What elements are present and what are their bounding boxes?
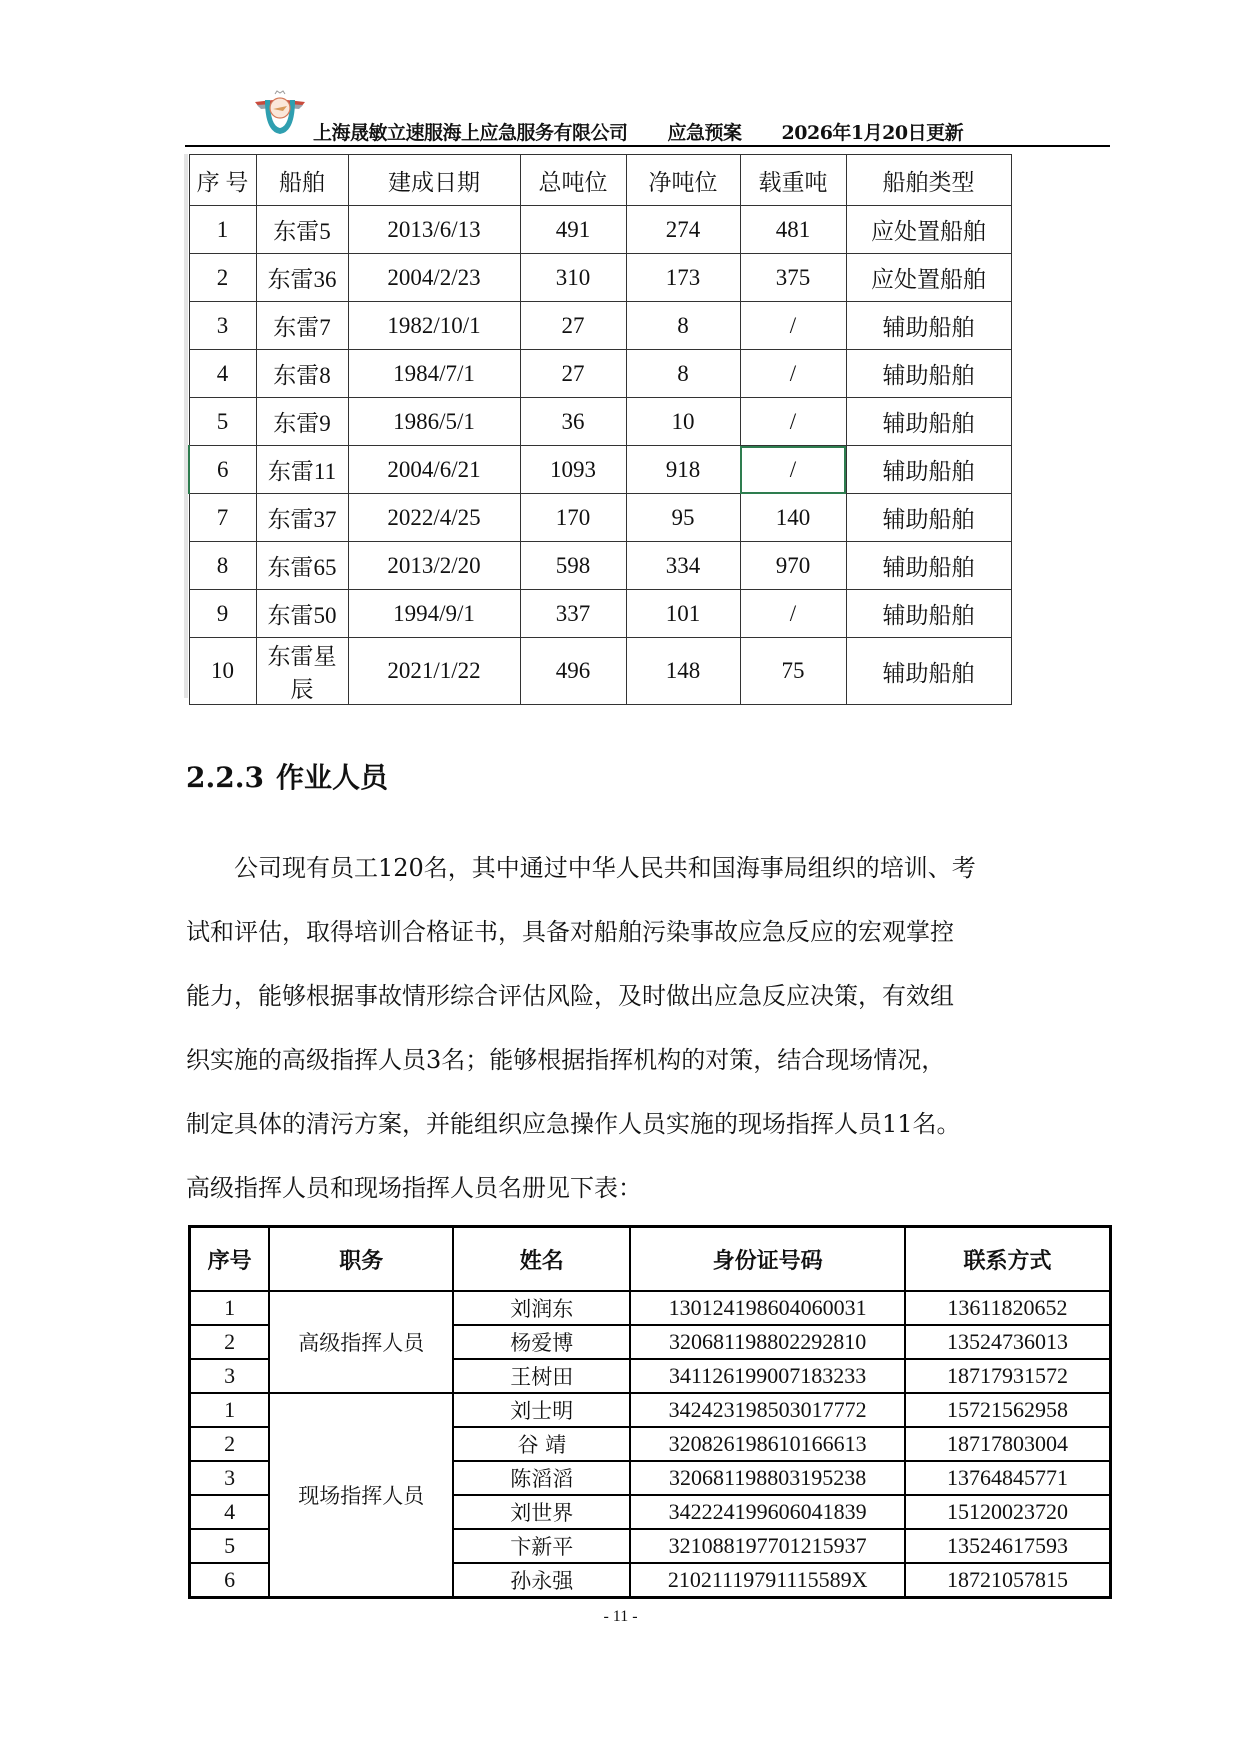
vessel-cell[interactable]: 95 <box>626 494 740 542</box>
vessel-cell[interactable]: 36 <box>520 398 626 446</box>
vessel-cell[interactable]: 310 <box>520 254 626 302</box>
vessel-cell[interactable]: 27 <box>520 350 626 398</box>
staff-row <box>190 1291 1111 1325</box>
staff-no: 5 <box>190 1529 270 1563</box>
vessel-cell[interactable]: 173 <box>626 254 740 302</box>
vessel-cell[interactable]: / <box>740 590 846 638</box>
vessel-row <box>189 638 1011 705</box>
vessel-cell[interactable]: 170 <box>520 494 626 542</box>
vessel-row <box>189 494 1011 542</box>
staff-name: 刘润东 <box>453 1291 630 1325</box>
staff-name: 卞新平 <box>453 1529 630 1563</box>
vessel-cell[interactable]: 辅助船舶 <box>846 542 1011 590</box>
staff-name: 刘世界 <box>453 1495 630 1529</box>
vessel-cell[interactable]: 10 <box>626 398 740 446</box>
vessel-cell[interactable]: 5 <box>189 398 256 446</box>
staff-no: 3 <box>190 1359 270 1393</box>
vessel-cell[interactable]: 东雷7 <box>256 302 348 350</box>
vessel-cell[interactable]: / <box>740 302 846 350</box>
section-title: 作业人员 <box>275 761 388 794</box>
section-heading <box>186 756 388 796</box>
staff-phone: 13524736013 <box>905 1325 1111 1359</box>
vessel-cell[interactable]: 970 <box>740 542 846 590</box>
staff-no: 1 <box>190 1291 270 1325</box>
vessel-cell[interactable]: 东雷50 <box>256 590 348 638</box>
staff-role: 高级指挥人员 <box>269 1291 453 1393</box>
vessel-row <box>189 206 1011 254</box>
vessel-cell[interactable]: 491 <box>520 206 626 254</box>
vessel-cell[interactable]: 75 <box>740 638 846 705</box>
vessel-cell[interactable]: 918 <box>626 446 740 494</box>
vessel-row <box>189 542 1011 590</box>
vessel-row <box>189 398 1011 446</box>
vessel-cell[interactable]: 应处置船舶 <box>846 254 1011 302</box>
staff-id-number: 342224199606041839 <box>630 1495 905 1529</box>
vessel-cell[interactable]: 101 <box>626 590 740 638</box>
column-header: 载重吨 <box>740 155 846 206</box>
vessel-cell[interactable]: 东雷37 <box>256 494 348 542</box>
vessel-cell[interactable]: 东雷星辰 <box>256 638 348 705</box>
staff-id-number: 21021119791115589X <box>630 1563 905 1598</box>
company-emblem-icon <box>253 88 307 136</box>
vessel-cell[interactable]: 东雷9 <box>256 398 348 446</box>
vessel-cell[interactable]: 8 <box>626 350 740 398</box>
vessel-cell[interactable]: 辅助船舶 <box>846 494 1011 542</box>
vessel-cell[interactable]: 1984/7/1 <box>348 350 520 398</box>
staff-table-header <box>190 1227 1111 1292</box>
header-doc-type: 应急预案 <box>667 122 742 144</box>
staff-phone: 15120023720 <box>905 1495 1111 1529</box>
vessel-table <box>188 154 1012 705</box>
staff-name: 谷 靖 <box>453 1427 630 1461</box>
staff-table <box>188 1225 1112 1599</box>
vessel-cell[interactable]: 274 <box>626 206 740 254</box>
staff-name: 孙永强 <box>453 1563 630 1598</box>
staff-phone: 18717803004 <box>905 1427 1111 1461</box>
body-paragraph <box>186 836 1116 1220</box>
vessel-cell[interactable]: 东雷65 <box>256 542 348 590</box>
vessel-row <box>189 446 1011 494</box>
vessel-cell[interactable]: 140 <box>740 494 846 542</box>
vessel-cell[interactable]: 375 <box>740 254 846 302</box>
vessel-cell[interactable]: 2022/4/25 <box>348 494 520 542</box>
vessel-cell[interactable]: 8 <box>626 302 740 350</box>
vessel-cell[interactable]: 辅助船舶 <box>846 590 1011 638</box>
paragraph-line: 制定具体的清污方案，并能组织应急操作人员实施的现场指挥人员11名。 <box>186 1110 961 1138</box>
vessel-cell[interactable]: 东雷11 <box>256 446 348 494</box>
vessel-cell[interactable]: 4 <box>189 350 256 398</box>
staff-id-number: 320826198610166613 <box>630 1427 905 1461</box>
vessel-cell[interactable]: 1994/9/1 <box>348 590 520 638</box>
staff-name: 刘士明 <box>453 1393 630 1427</box>
column-header: 联系方式 <box>905 1227 1111 1292</box>
vessel-cell[interactable]: 东雷36 <box>256 254 348 302</box>
column-header: 船舶 <box>256 155 348 206</box>
paragraph-line: 能力，能够根据事故情形综合评估风险，及时做出应急反应决策，有效组 <box>186 982 954 1010</box>
vessel-cell[interactable]: 496 <box>520 638 626 705</box>
vessel-cell[interactable]: 481 <box>740 206 846 254</box>
staff-name: 杨爱博 <box>453 1325 630 1359</box>
staff-phone: 15721562958 <box>905 1393 1111 1427</box>
vessel-row <box>189 302 1011 350</box>
paragraph-line: 试和评估，取得培训合格证书，具备对船舶污染事故应急反应的宏观掌控 <box>186 918 954 946</box>
staff-phone: 18717931572 <box>905 1359 1111 1393</box>
selected-cell[interactable]: / <box>740 446 846 494</box>
vessel-cell[interactable]: 1 <box>189 206 256 254</box>
vessel-cell[interactable]: 1986/5/1 <box>348 398 520 446</box>
column-header: 职务 <box>269 1227 453 1292</box>
staff-phone: 13611820652 <box>905 1291 1111 1325</box>
staff-no: 2 <box>190 1427 270 1461</box>
vessel-cell[interactable]: 东雷8 <box>256 350 348 398</box>
vessel-cell[interactable]: 应处置船舶 <box>846 206 1011 254</box>
vessel-cell[interactable]: 334 <box>626 542 740 590</box>
vessel-cell[interactable]: 1093 <box>520 446 626 494</box>
staff-id-number: 320681198802292810 <box>630 1325 905 1359</box>
vessel-cell[interactable]: 2 <box>189 254 256 302</box>
paragraph-line: 织实施的高级指挥人员3名；能够根据指挥机构的对策，结合现场情况， <box>186 1046 946 1074</box>
staff-id-number: 320681198803195238 <box>630 1461 905 1495</box>
vessel-cell[interactable]: 2013/2/20 <box>348 542 520 590</box>
column-header: 身份证号码 <box>630 1227 905 1292</box>
column-header: 船舶类型 <box>846 155 1011 206</box>
page-header <box>185 88 1110 146</box>
page-number: - 11 - <box>603 1608 638 1625</box>
vessel-row <box>189 350 1011 398</box>
staff-phone: 13524617593 <box>905 1529 1111 1563</box>
column-header: 姓名 <box>453 1227 630 1292</box>
column-header: 总吨位 <box>520 155 626 206</box>
header-updated: 2026年1月20日更新 <box>781 122 964 144</box>
vessel-table-header <box>189 155 1011 206</box>
vessel-cell[interactable]: 1982/10/1 <box>348 302 520 350</box>
column-header: 建成日期 <box>348 155 520 206</box>
vessel-cell[interactable]: 3 <box>189 302 256 350</box>
vessel-cell[interactable]: 27 <box>520 302 626 350</box>
vessel-cell[interactable]: 148 <box>626 638 740 705</box>
vessel-cell[interactable]: 辅助船舶 <box>846 638 1011 705</box>
staff-phone: 18721057815 <box>905 1563 1111 1598</box>
staff-role: 现场指挥人员 <box>269 1393 453 1598</box>
vessel-cell[interactable]: 2004/2/23 <box>348 254 520 302</box>
staff-name: 王树田 <box>453 1359 630 1393</box>
staff-name: 陈滔滔 <box>453 1461 630 1495</box>
paragraph-line: 高级指挥人员和现场指挥人员名册见下表： <box>186 1174 642 1202</box>
staff-no: 2 <box>190 1325 270 1359</box>
vessel-cell[interactable]: 598 <box>520 542 626 590</box>
vessel-cell[interactable]: 10 <box>189 638 256 705</box>
header-text <box>313 118 1003 145</box>
vessel-cell[interactable]: 337 <box>520 590 626 638</box>
staff-phone: 13764845771 <box>905 1461 1111 1495</box>
vessel-row <box>189 590 1011 638</box>
vessel-cell[interactable]: 辅助船舶 <box>846 302 1011 350</box>
column-header: 序 号 <box>189 155 256 206</box>
staff-no: 1 <box>190 1393 270 1427</box>
staff-id-number: 342423198503017772 <box>630 1393 905 1427</box>
staff-no: 6 <box>190 1563 270 1598</box>
vessel-cell[interactable]: 7 <box>189 494 256 542</box>
staff-id-number: 130124198604060031 <box>630 1291 905 1325</box>
staff-no: 4 <box>190 1495 270 1529</box>
header-rule <box>185 145 1110 147</box>
vessel-cell[interactable]: / <box>740 398 846 446</box>
vessel-cell[interactable]: 2021/1/22 <box>348 638 520 705</box>
vessel-cell[interactable]: 2013/6/13 <box>348 206 520 254</box>
vessel-cell[interactable]: 辅助船舶 <box>846 446 1011 494</box>
staff-no: 3 <box>190 1461 270 1495</box>
vessel-cell[interactable]: / <box>740 350 846 398</box>
vessel-cell[interactable]: 东雷5 <box>256 206 348 254</box>
column-header: 序号 <box>190 1227 270 1292</box>
vessel-cell[interactable]: 辅助船舶 <box>846 398 1011 446</box>
staff-row <box>190 1393 1111 1427</box>
vessel-cell[interactable]: 9 <box>189 590 256 638</box>
paragraph-line: 公司现有员工120名，其中通过中华人民共和国海事局组织的培训、考 <box>234 854 976 882</box>
vessel-cell[interactable]: 辅助船舶 <box>846 350 1011 398</box>
staff-id-number: 321088197701215937 <box>630 1529 905 1563</box>
section-number: 2.2.3 <box>186 761 264 794</box>
vessel-cell[interactable]: 8 <box>189 542 256 590</box>
vessel-cell[interactable]: 6 <box>189 446 256 494</box>
staff-id-number: 341126199007183233 <box>630 1359 905 1393</box>
header-company: 上海晟敏立速服海上应急服务有限公司 <box>313 122 628 144</box>
vessel-row <box>189 254 1011 302</box>
vessel-cell[interactable]: 2004/6/21 <box>348 446 520 494</box>
column-header: 净吨位 <box>626 155 740 206</box>
